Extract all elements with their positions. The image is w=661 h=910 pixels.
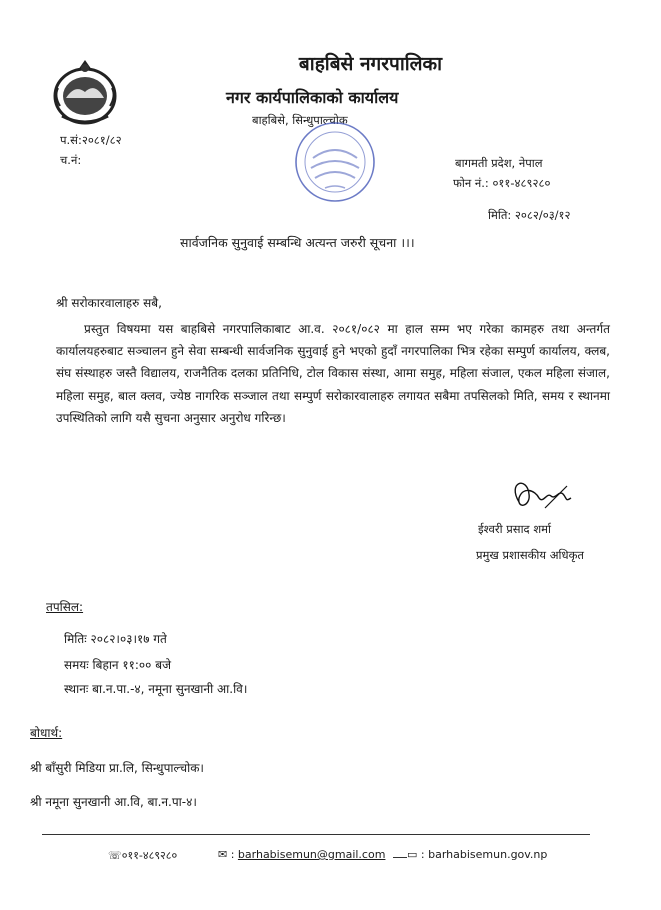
footer-phone xyxy=(108,848,177,863)
salutation: श्री सरोकारवालाहरु सबै, xyxy=(56,296,162,310)
office-stamp xyxy=(293,120,377,204)
footer-website-link[interactable]: barhabisemun.gov.np xyxy=(428,848,548,861)
cc-label: बोधार्थ: xyxy=(30,726,63,740)
event-date: मितिः २०८२।०३।१७ गते xyxy=(64,632,167,646)
footer-website[interactable]: ▭ : barhabisemun.gov.np xyxy=(393,848,547,861)
subject-line: सार्वजनिक सुनुवाई सम्बन्धि अत्यन्त जरुरी सूचना ।।। xyxy=(180,235,415,250)
event-place: स्थानः बा.न.पा.-४, नमूना सुनखानी आ.वि। xyxy=(64,682,248,696)
email-icon: ✉ xyxy=(218,848,228,861)
signatory-name: ईश्वरी प्रसाद शर्मा xyxy=(478,522,551,536)
web-icon: ▭ xyxy=(407,848,418,861)
event-time: समयः बिहान ११:०० बजे xyxy=(64,658,171,672)
office-phone: फोन नं.: ०११-४८९२८० xyxy=(453,176,551,190)
office-location: बाहबिसे, सिन्धुपाल्चोक xyxy=(252,113,348,127)
cc-item: श्री नमूना सुनखानी आ.वि, बा.न.पा-४। xyxy=(30,795,197,809)
signatory-designation: प्रमुख प्रशासकीय अधिकृत xyxy=(476,548,584,562)
reference-number: प.सं:२०८१/८२ xyxy=(60,133,122,147)
footer-divider xyxy=(42,834,590,835)
footer-email[interactable]: ✉ : barhabisemun@gmail.com xyxy=(218,848,386,861)
dispatch-number: च.नं: xyxy=(60,153,82,167)
footer-email-link[interactable]: barhabisemun@gmail.com xyxy=(237,848,386,861)
letter-date: मिति: २०८२/०३/१२ xyxy=(488,208,571,222)
phone-icon: ☏ xyxy=(108,849,122,862)
municipality-title: बाहबिसे नगरपालिका xyxy=(298,53,443,75)
footer-phone-number: ०११-४८९२८० xyxy=(121,849,178,862)
body-paragraph: प्रस्तुत विषयमा यस बाहबिसे नगरपालिकाबाट आ.व. २०८१/०८२ मा हाल सम्म भए गरेका कामहरु तथा अन्तर्गत कार्यालयहरुबाट सञ्चालन हुने सेवा सम्बन्धी सार्वजनिक सुनुवाई हुने भएको हुदाँ नगरपालिका भित्र रहेका सम्पुर्ण कार्यालय, क्लब, संघ संस्थाहरु जस्तै विद्यालय, राजनैतिक दलका प्रतिनिधि, टोल विकास संस्था, आमा समुह, महिला संजाल, एकल महिला संजाल, महिला समुह, बाल क्लव, ज्येष्ठ नागरिक सञ्जाल तथा सम्पुर्ण सरोकारवालाहरु लगायत सबैमा तपसिलको मिति, समय र स्थानमा उपस्थितिको लागि यसै सुचना अनुसार अनुरोध गरिन्छ। xyxy=(56,322,610,425)
province-text: बागमती प्रदेश, नेपाल xyxy=(455,156,543,170)
office-subtitle: नगर कार्यपालिकाको कार्यालय xyxy=(226,88,399,107)
signature xyxy=(505,472,575,522)
details-label: तपसिल: xyxy=(46,600,84,614)
cc-item: श्री बाँसुरी मिडिया प्रा.लि, सिन्धुपाल्चोक। xyxy=(30,761,204,775)
